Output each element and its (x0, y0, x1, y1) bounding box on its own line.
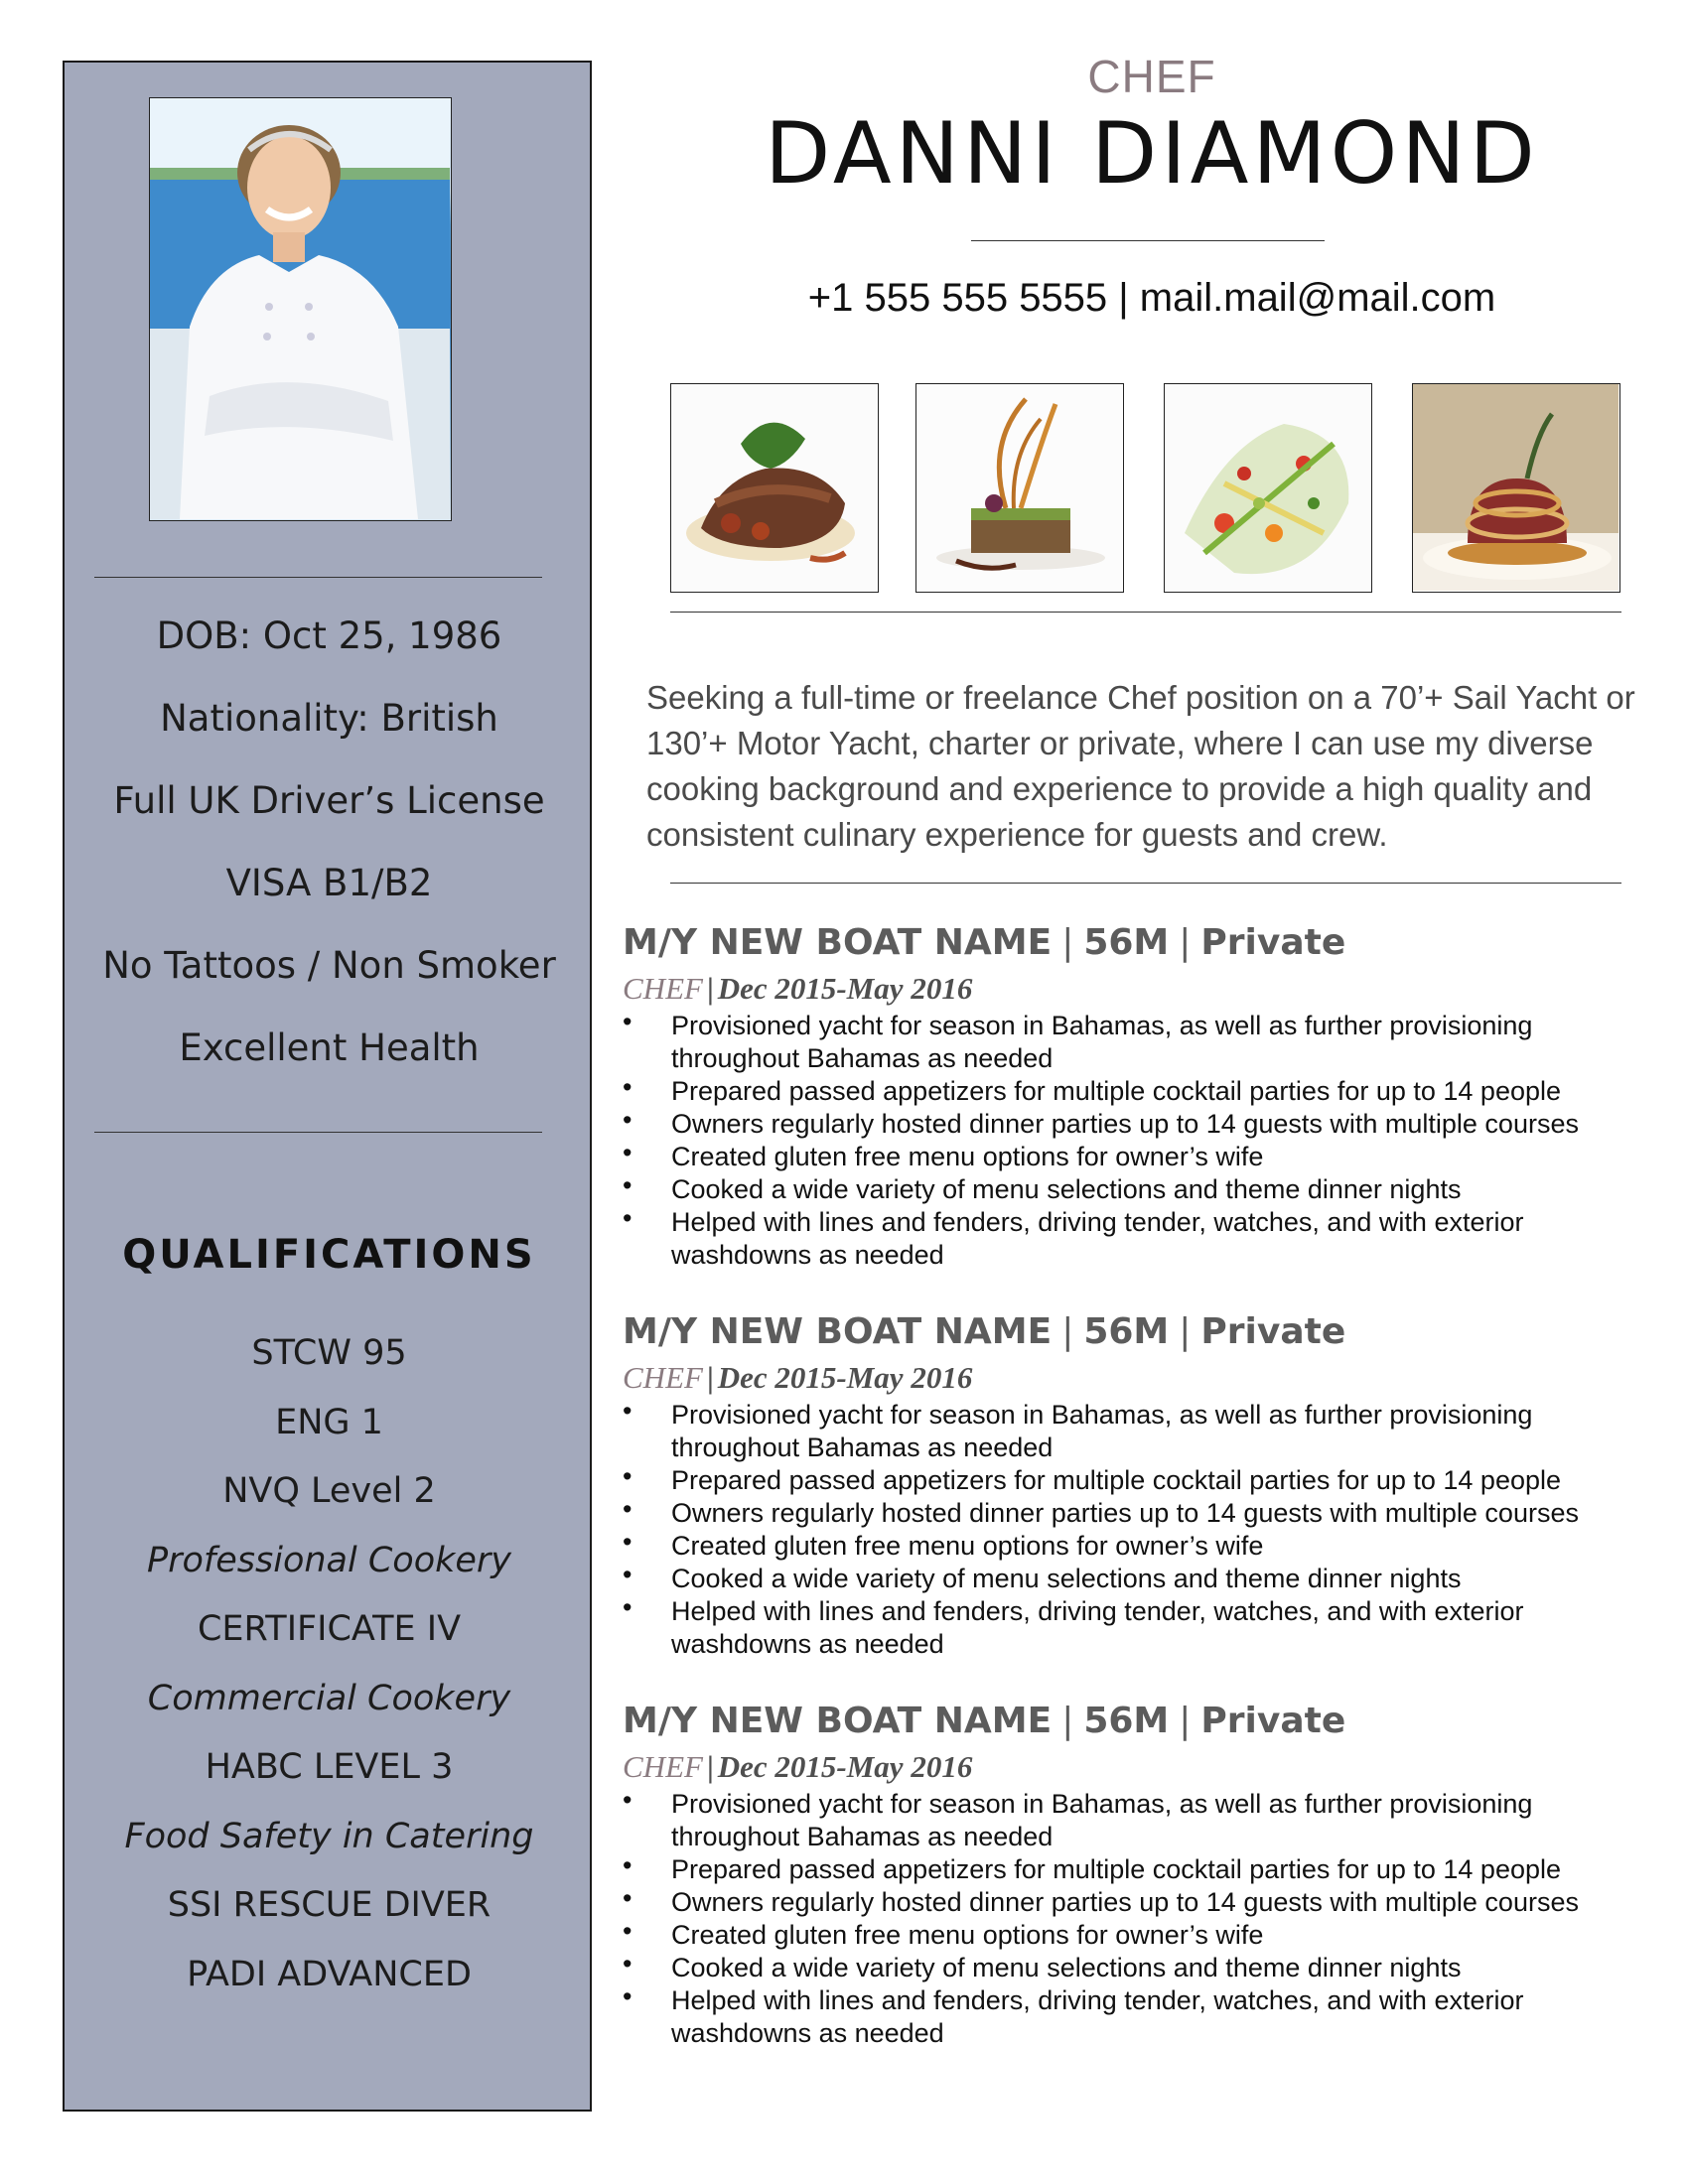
separator: | (706, 971, 714, 1006)
experience-heading (623, 1697, 1635, 1746)
qualification-item: Food Safety in Catering (124, 1816, 534, 1856)
duty-item: • Created gluten free menu options for owner’s wife (623, 1530, 1635, 1563)
qualifications-heading: QUALIFICATIONS (122, 1232, 536, 1278)
separator: | (706, 1360, 714, 1395)
qualification-item: SSI RESCUE DIVER (167, 1885, 492, 1925)
position-title: CHEF (623, 1749, 703, 1784)
experience-subheading (623, 968, 1635, 1010)
experience-entry (623, 918, 1635, 1272)
experience-entry (623, 1697, 1635, 2050)
qualification-item: HABC LEVEL 3 (205, 1747, 454, 1787)
experience-entry (623, 1307, 1635, 1661)
fact-visa: VISA B1/B2 (225, 862, 433, 904)
separator: | (1061, 922, 1074, 963)
duty-item: • Prepared passed appetizers for multiple cocktail parties for up to 14 people (623, 1075, 1635, 1108)
duties-list (623, 1788, 1635, 2050)
duty-item: • Cooked a wide variety of menu selections and theme dinner nights (623, 1173, 1635, 1206)
name-divider (971, 240, 1325, 241)
vessel-name: M/Y NEW BOAT NAME (623, 1311, 1053, 1352)
separator: | (706, 1749, 714, 1784)
fact-tattoos-smoking: No Tattoos / Non Smoker (102, 944, 556, 987)
duties-list (623, 1010, 1635, 1272)
employment-dates: Dec 2015-May 2016 (717, 1360, 973, 1395)
duty-item: • Provisioned yacht for season in Bahamas, as well as further provisioning throughout Bahamas as needed (623, 1399, 1635, 1464)
duty-item: • Prepared passed appetizers for multiple cocktail parties for up to 14 people (623, 1853, 1635, 1886)
dish-photo (915, 383, 1124, 593)
vessel-type: Private (1200, 1311, 1346, 1352)
duty-item: • Provisioned yacht for season in Bahamas, as well as further provisioning throughout Bahamas as needed (623, 1010, 1635, 1075)
vessel-name: M/Y NEW BOAT NAME (623, 922, 1053, 963)
duty-item: • Cooked a wide variety of menu selections and theme dinner nights (623, 1563, 1635, 1595)
experience-subheading (623, 1746, 1635, 1788)
fact-nationality: Nationality: British (160, 697, 498, 740)
photos-divider (670, 612, 1621, 613)
sidebar (63, 61, 592, 2112)
experience-heading (623, 1307, 1635, 1357)
vessel-size: 56M (1083, 922, 1170, 963)
candidate-name: DANNI DIAMOND (765, 104, 1539, 204)
position-title: CHEF (623, 1360, 703, 1395)
vessel-size: 56M (1083, 1701, 1170, 1741)
duty-item: • Owners regularly hosted dinner parties up to 14 guests with multiple courses (623, 1886, 1635, 1919)
duty-item: • Created gluten free menu options for owner’s wife (623, 1919, 1635, 1952)
vessel-type: Private (1200, 922, 1346, 963)
employment-dates: Dec 2015-May 2016 (717, 971, 973, 1006)
job-role-title: CHEF (1087, 51, 1216, 102)
qualification-item: CERTIFICATE IV (197, 1609, 462, 1649)
employment-dates: Dec 2015-May 2016 (717, 1749, 973, 1784)
separator: | (1179, 922, 1192, 963)
qualification-item: PADI ADVANCED (187, 1954, 472, 1994)
profile-photo (149, 97, 452, 521)
objective-divider (670, 883, 1621, 884)
personal-facts-list (65, 612, 594, 1106)
experience-heading (623, 918, 1635, 968)
position-title: CHEF (623, 971, 703, 1006)
duty-item: • Owners regularly hosted dinner parties up to 14 guests with multiple courses (623, 1497, 1635, 1530)
vessel-type: Private (1200, 1701, 1346, 1741)
vessel-size: 56M (1083, 1311, 1170, 1352)
separator: | (1061, 1701, 1074, 1741)
duty-item: • Prepared passed appetizers for multiple cocktail parties for up to 14 people (623, 1464, 1635, 1497)
duties-list (623, 1399, 1635, 1661)
sidebar-divider (94, 1132, 542, 1133)
qualifications-list (65, 1330, 594, 2020)
duty-item: • Cooked a wide variety of menu selections and theme dinner nights (623, 1952, 1635, 1984)
qualification-item: Commercial Cookery (147, 1678, 511, 1718)
vessel-name: M/Y NEW BOAT NAME (623, 1701, 1053, 1741)
separator: | (1179, 1311, 1192, 1352)
duty-item: • Helped with lines and fenders, driving tender, watches, and with exterior washdowns as needed (623, 1595, 1635, 1661)
fact-health: Excellent Health (179, 1026, 480, 1069)
dish-photo (670, 383, 879, 593)
duty-item: • Helped with lines and fenders, driving tender, watches, and with exterior washdowns as needed (623, 1984, 1635, 2050)
fact-license: Full UK Driver’s License (113, 779, 545, 822)
duty-item: • Owners regularly hosted dinner parties up to 14 guests with multiple courses (623, 1108, 1635, 1141)
duty-item: • Provisioned yacht for season in Bahamas, as well as further provisioning throughout Bahamas as needed (623, 1788, 1635, 1853)
duty-item: • Helped with lines and fenders, driving tender, watches, and with exterior washdowns as needed (623, 1206, 1635, 1272)
separator: | (1061, 1311, 1074, 1352)
qualification-item: STCW 95 (251, 1333, 407, 1373)
sidebar-divider (94, 577, 542, 578)
dish-photo (1164, 383, 1372, 593)
experience-subheading (623, 1357, 1635, 1399)
contact-info: +1 555 555 5555 | mail.mail@mail.com (807, 276, 1496, 320)
career-objective: Seeking a full-time or freelance Chef position on a 70’+ Sail Yacht or 130’+ Motor Yacht, charter or private, where I can use my diverse cooking background and experience to provide a high quality and consistent culinary experience for guests and crew. (646, 679, 1635, 853)
separator: | (1179, 1701, 1192, 1741)
fact-dob: DOB: Oct 25, 1986 (156, 614, 502, 657)
qualification-item: NVQ Level 2 (222, 1471, 436, 1511)
dish-photo (1412, 383, 1620, 593)
duty-item: • Created gluten free menu options for owner’s wife (623, 1141, 1635, 1173)
qualification-item: ENG 1 (275, 1402, 383, 1442)
qualification-item: Professional Cookery (146, 1540, 512, 1580)
